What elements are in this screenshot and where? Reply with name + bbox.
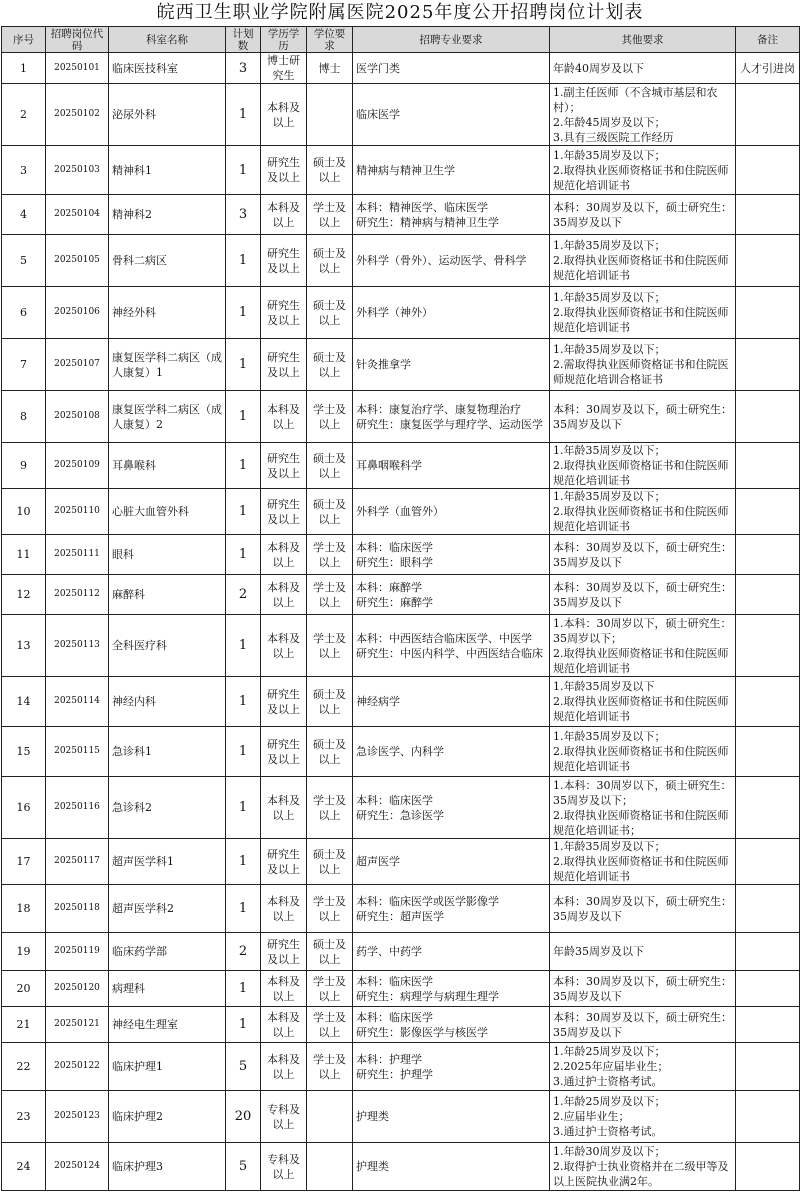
department-name: 精神科1 — [109, 146, 226, 195]
position-code: 20250117 — [46, 839, 109, 885]
other-requirement: 本科：30周岁及以下，硕士研究生：35周岁及以下 — [550, 575, 736, 615]
row-number: 14 — [2, 677, 46, 727]
row-number: 20 — [2, 971, 46, 1007]
table-row — [2, 53, 800, 84]
major-requirement: 护理类 — [353, 1143, 550, 1191]
major-requirement: 本科：临床医学或医学影像学 研究生：超声医学 — [353, 885, 550, 933]
position-code: 20250104 — [46, 195, 109, 235]
education-requirement: 本科及以上 — [261, 777, 307, 839]
header-note: 备注 — [736, 27, 800, 53]
position-code: 20250113 — [46, 615, 109, 677]
table-row — [2, 727, 800, 777]
education-requirement: 本科及以上 — [261, 1043, 307, 1091]
other-requirement: 1.年龄35周岁及以下； 2.需取得执业医师资格证书和住院医师规范化培训合格证书 — [550, 339, 736, 391]
header-count: 计划数 — [226, 27, 261, 53]
position-code: 20250101 — [46, 53, 109, 84]
degree-requirement: 硕士及以上 — [307, 146, 353, 195]
plan-count: 1 — [226, 391, 261, 443]
other-requirement: 本科：30周岁及以下，硕士研究生：35周岁及以下 — [550, 971, 736, 1007]
plan-count: 1 — [226, 839, 261, 885]
row-number: 9 — [2, 443, 46, 489]
position-code: 20250111 — [46, 535, 109, 575]
other-requirement: 本科：30周岁及以下，硕士研究生：35周岁及以下 — [550, 1007, 736, 1043]
other-requirement: 1.年龄35周岁及以下； 2.取得执业医师资格证书和住院医师规范化培训证书 — [550, 287, 736, 339]
table-row — [2, 615, 800, 677]
position-code: 20250120 — [46, 971, 109, 1007]
plan-count: 5 — [226, 1043, 261, 1091]
row-number: 4 — [2, 195, 46, 235]
position-code: 20250115 — [46, 727, 109, 777]
other-requirement: 本科：30周岁及以下，硕士研究生：35周岁及以下 — [550, 535, 736, 575]
table-row — [2, 235, 800, 287]
education-requirement: 本科及以上 — [261, 971, 307, 1007]
department-name: 康复医学科二病区（成人康复）2 — [109, 391, 226, 443]
remark — [736, 727, 800, 777]
remark — [736, 1007, 800, 1043]
education-requirement: 研究生及以上 — [261, 146, 307, 195]
position-code: 20250116 — [46, 777, 109, 839]
other-requirement: 1.年龄35周岁及以下； 2.取得执业医师资格证书和住院医师规范化培训证书 — [550, 489, 736, 535]
department-name: 急诊科1 — [109, 727, 226, 777]
plan-count: 1 — [226, 727, 261, 777]
table-row — [2, 971, 800, 1007]
remark — [736, 885, 800, 933]
remark — [736, 195, 800, 235]
education-requirement: 专科及以上 — [261, 1091, 307, 1143]
header-row — [2, 27, 800, 53]
other-requirement: 年龄35周岁及以下 — [550, 933, 736, 971]
row-number: 10 — [2, 489, 46, 535]
education-requirement: 研究生及以上 — [261, 443, 307, 489]
department-name: 全科医疗科 — [109, 615, 226, 677]
header-code: 招聘岗位代码 — [46, 27, 109, 53]
degree-requirement: 学士及以上 — [307, 195, 353, 235]
remark — [736, 933, 800, 971]
position-code: 20250102 — [46, 84, 109, 146]
remark — [736, 235, 800, 287]
position-code: 20250124 — [46, 1143, 109, 1191]
major-requirement: 药学、中药学 — [353, 933, 550, 971]
education-requirement: 研究生及以上 — [261, 339, 307, 391]
department-name: 神经电生理室 — [109, 1007, 226, 1043]
table-row — [2, 1043, 800, 1091]
row-number: 23 — [2, 1091, 46, 1143]
row-number: 24 — [2, 1143, 46, 1191]
major-requirement: 急诊医学、内科学 — [353, 727, 550, 777]
other-requirement: 1.年龄35周岁及以下 2.取得执业医师资格证书和住院医师规范化培训证书 — [550, 677, 736, 727]
position-code: 20250118 — [46, 885, 109, 933]
remark — [736, 615, 800, 677]
major-requirement: 本科：麻醉学 研究生：麻醉学 — [353, 575, 550, 615]
other-requirement: 1.年龄35周岁及以下； 2.取得执业医师资格证书和住院医师规范化培训证书 — [550, 235, 736, 287]
major-requirement: 医学门类 — [353, 53, 550, 84]
remark — [736, 391, 800, 443]
position-code: 20250105 — [46, 235, 109, 287]
table-row — [2, 677, 800, 727]
plan-count: 1 — [226, 971, 261, 1007]
major-requirement: 耳鼻咽喉科学 — [353, 443, 550, 489]
remark — [736, 575, 800, 615]
plan-count: 1 — [226, 287, 261, 339]
other-requirement: 本科：30周岁及以下，硕士研究生：35周岁及以下 — [550, 885, 736, 933]
other-requirement: 1.年龄35周岁及以下； 2.取得执业医师资格证书和住院医师规范化培训证书 — [550, 727, 736, 777]
major-requirement: 针灸推拿学 — [353, 339, 550, 391]
row-number: 21 — [2, 1007, 46, 1043]
table-row — [2, 575, 800, 615]
table-row — [2, 1143, 800, 1191]
other-requirement: 1.年龄35周岁及以下； 2.取得执业医师资格证书和住院医师规范化培训证书 — [550, 839, 736, 885]
department-name: 临床护理2 — [109, 1091, 226, 1143]
other-requirement: 本科：30周岁及以下，硕士研究生：35周岁及以下 — [550, 195, 736, 235]
row-number: 2 — [2, 84, 46, 146]
education-requirement: 研究生及以上 — [261, 287, 307, 339]
position-code: 20250121 — [46, 1007, 109, 1043]
position-code: 20250112 — [46, 575, 109, 615]
table-row — [2, 443, 800, 489]
major-requirement: 本科：护理学 研究生：护理学 — [353, 1043, 550, 1091]
recruitment-table — [1, 26, 800, 1191]
major-requirement: 本科：精神医学、临床医学 研究生：精神病与精神卫生学 — [353, 195, 550, 235]
header-degree: 学位要求 — [307, 27, 353, 53]
education-requirement: 本科及以上 — [261, 1007, 307, 1043]
education-requirement: 研究生及以上 — [261, 489, 307, 535]
other-requirement: 本科：30周岁及以下，硕士研究生：35周岁及以下 — [550, 391, 736, 443]
remark — [736, 1043, 800, 1091]
plan-count: 5 — [226, 1143, 261, 1191]
major-requirement: 本科：康复治疗学、康复物理治疗 研究生：康复医学与理疗学、运动医学 — [353, 391, 550, 443]
position-code: 20250119 — [46, 933, 109, 971]
plan-count: 1 — [226, 535, 261, 575]
other-requirement: 1.副主任医师（不含城市基层和农村）； 2.年龄45周岁及以下； 3.具有三级医院工作经历 — [550, 84, 736, 146]
header-major: 招聘专业要求 — [353, 27, 550, 53]
remark — [736, 839, 800, 885]
major-requirement: 本科：临床医学 研究生：眼科学 — [353, 535, 550, 575]
degree-requirement: 学士及以上 — [307, 535, 353, 575]
education-requirement: 研究生及以上 — [261, 727, 307, 777]
degree-requirement: 学士及以上 — [307, 777, 353, 839]
department-name: 急诊科2 — [109, 777, 226, 839]
table-row — [2, 933, 800, 971]
department-name: 心脏大血管外科 — [109, 489, 226, 535]
other-requirement: 1.年龄25周岁及以下； 2.应届毕业生； 3.通过护士资格考试。 — [550, 1091, 736, 1143]
education-requirement: 研究生及以上 — [261, 839, 307, 885]
table-row — [2, 287, 800, 339]
position-code: 20250103 — [46, 146, 109, 195]
row-number: 5 — [2, 235, 46, 287]
plan-count: 1 — [226, 146, 261, 195]
row-number: 8 — [2, 391, 46, 443]
department-name: 精神科2 — [109, 195, 226, 235]
remark — [736, 677, 800, 727]
degree-requirement: 硕士及以上 — [307, 489, 353, 535]
department-name: 超声医学科1 — [109, 839, 226, 885]
degree-requirement: 学士及以上 — [307, 1007, 353, 1043]
table-row — [2, 885, 800, 933]
table-row — [2, 839, 800, 885]
plan-count: 1 — [226, 777, 261, 839]
table-row — [2, 84, 800, 146]
row-number: 17 — [2, 839, 46, 885]
plan-count: 1 — [226, 885, 261, 933]
row-number: 22 — [2, 1043, 46, 1091]
major-requirement: 本科：临床医学 研究生：急诊医学 — [353, 777, 550, 839]
degree-requirement — [307, 84, 353, 146]
other-requirement: 1.本科：30周岁以下，硕士研究生：35周岁及以下； 2.取得执业医师资格证书和住院医师规范化培训证书； — [550, 777, 736, 839]
education-requirement: 本科及以上 — [261, 195, 307, 235]
department-name: 康复医学科二病区（成人康复）1 — [109, 339, 226, 391]
degree-requirement: 学士及以上 — [307, 885, 353, 933]
degree-requirement: 硕士及以上 — [307, 727, 353, 777]
row-number: 6 — [2, 287, 46, 339]
plan-count: 1 — [226, 615, 261, 677]
degree-requirement: 学士及以上 — [307, 971, 353, 1007]
department-name: 神经外科 — [109, 287, 226, 339]
other-requirement: 1.年龄25周岁及以下； 2.2025年应届毕业生； 3.通过护士资格考试。 — [550, 1043, 736, 1091]
major-requirement: 本科：临床医学 研究生：影像医学与核医学 — [353, 1007, 550, 1043]
table-row — [2, 146, 800, 195]
degree-requirement: 学士及以上 — [307, 615, 353, 677]
position-code: 20250108 — [46, 391, 109, 443]
education-requirement: 研究生及以上 — [261, 677, 307, 727]
position-code: 20250123 — [46, 1091, 109, 1143]
plan-count: 3 — [226, 195, 261, 235]
department-name: 耳鼻喉科 — [109, 443, 226, 489]
remark — [736, 971, 800, 1007]
remark — [736, 84, 800, 146]
position-code: 20250114 — [46, 677, 109, 727]
major-requirement: 神经病学 — [353, 677, 550, 727]
remark — [736, 339, 800, 391]
remark — [736, 287, 800, 339]
education-requirement: 本科及以上 — [261, 575, 307, 615]
department-name: 临床医技科室 — [109, 53, 226, 84]
education-requirement: 本科及以上 — [261, 391, 307, 443]
degree-requirement: 硕士及以上 — [307, 677, 353, 727]
education-requirement: 博士研究生 — [261, 53, 307, 84]
position-code: 20250110 — [46, 489, 109, 535]
major-requirement: 外科学（神外） — [353, 287, 550, 339]
education-requirement: 专科及以上 — [261, 1143, 307, 1191]
header-dept: 科室名称 — [109, 27, 226, 53]
department-name: 临床护理3 — [109, 1143, 226, 1191]
degree-requirement: 硕士及以上 — [307, 235, 353, 287]
plan-count: 1 — [226, 1007, 261, 1043]
remark — [736, 1091, 800, 1143]
remark — [736, 489, 800, 535]
plan-count: 2 — [226, 575, 261, 615]
degree-requirement: 硕士及以上 — [307, 933, 353, 971]
header-no: 序号 — [2, 27, 46, 53]
table-row — [2, 391, 800, 443]
remark: 人才引进岗 — [736, 53, 800, 84]
table-row — [2, 195, 800, 235]
education-requirement: 研究生及以上 — [261, 235, 307, 287]
table-row — [2, 1091, 800, 1143]
degree-requirement: 硕士及以上 — [307, 839, 353, 885]
major-requirement: 精神病与精神卫生学 — [353, 146, 550, 195]
degree-requirement — [307, 1143, 353, 1191]
plan-count: 3 — [226, 53, 261, 84]
table-row — [2, 1007, 800, 1043]
department-name: 麻醉科 — [109, 575, 226, 615]
position-code: 20250109 — [46, 443, 109, 489]
page-title: 皖西卫生职业学院附属医院2025年度公开招聘岗位计划表 — [156, 2, 644, 23]
department-name: 超声医学科2 — [109, 885, 226, 933]
row-number: 16 — [2, 777, 46, 839]
other-requirement: 1.年龄35周岁及以下； 2.取得执业医师资格证书和住院医师规范化培训证书 — [550, 146, 736, 195]
position-code: 20250122 — [46, 1043, 109, 1091]
remark — [736, 443, 800, 489]
degree-requirement: 博士 — [307, 53, 353, 84]
degree-requirement: 硕士及以上 — [307, 443, 353, 489]
row-number: 15 — [2, 727, 46, 777]
header-edu: 学历学历 — [261, 27, 307, 53]
plan-count: 1 — [226, 84, 261, 146]
other-requirement: 年龄40周岁及以下 — [550, 53, 736, 84]
table-row — [2, 489, 800, 535]
remark — [736, 535, 800, 575]
education-requirement: 本科及以上 — [261, 84, 307, 146]
other-requirement: 1.年龄30周岁及以下； 2.取得护士执业资格并在二级甲等及以上医院执业满2年。 — [550, 1143, 736, 1191]
degree-requirement: 硕士及以上 — [307, 287, 353, 339]
department-name: 临床护理1 — [109, 1043, 226, 1091]
department-name: 泌尿外科 — [109, 84, 226, 146]
plan-count: 1 — [226, 677, 261, 727]
row-number: 11 — [2, 535, 46, 575]
remark — [736, 146, 800, 195]
major-requirement: 外科学（血管外） — [353, 489, 550, 535]
education-requirement: 本科及以上 — [261, 615, 307, 677]
row-number: 3 — [2, 146, 46, 195]
row-number: 18 — [2, 885, 46, 933]
table-row — [2, 777, 800, 839]
degree-requirement: 学士及以上 — [307, 1043, 353, 1091]
major-requirement: 护理类 — [353, 1091, 550, 1143]
remark — [736, 777, 800, 839]
department-name: 骨科二病区 — [109, 235, 226, 287]
position-code: 20250106 — [46, 287, 109, 339]
table-row — [2, 535, 800, 575]
row-number: 12 — [2, 575, 46, 615]
degree-requirement: 硕士及以上 — [307, 339, 353, 391]
major-requirement: 超声医学 — [353, 839, 550, 885]
other-requirement: 1.本科：30周岁以下，硕士研究生：35周岁以下； 2.取得执业医师资格证书和住院医师规范化培训证书 — [550, 615, 736, 677]
education-requirement: 研究生及以上 — [261, 933, 307, 971]
other-requirement: 1.年龄35周岁及以下； 2.取得执业医师资格证书和住院医师规范化培训证书 — [550, 443, 736, 489]
plan-count: 1 — [226, 339, 261, 391]
major-requirement: 本科：临床医学 研究生：病理学与病理生理学 — [353, 971, 550, 1007]
remark — [736, 1143, 800, 1191]
table-row — [2, 339, 800, 391]
department-name: 临床药学部 — [109, 933, 226, 971]
department-name: 神经内科 — [109, 677, 226, 727]
degree-requirement — [307, 1091, 353, 1143]
position-code: 20250107 — [46, 339, 109, 391]
department-name: 病理科 — [109, 971, 226, 1007]
major-requirement: 临床医学 — [353, 84, 550, 146]
plan-count: 1 — [226, 235, 261, 287]
department-name: 眼科 — [109, 535, 226, 575]
plan-count: 2 — [226, 933, 261, 971]
plan-count: 1 — [226, 443, 261, 489]
education-requirement: 本科及以上 — [261, 535, 307, 575]
plan-count: 1 — [226, 489, 261, 535]
row-number: 19 — [2, 933, 46, 971]
major-requirement: 外科学（骨外）、运动医学、骨科学 — [353, 235, 550, 287]
row-number: 7 — [2, 339, 46, 391]
major-requirement: 本科：中西医结合临床医学、中医学 研究生：中医内科学、中西医结合临床 — [353, 615, 550, 677]
plan-count: 20 — [226, 1091, 261, 1143]
degree-requirement: 学士及以上 — [307, 391, 353, 443]
row-number: 13 — [2, 615, 46, 677]
degree-requirement: 学士及以上 — [307, 575, 353, 615]
header-other: 其他要求 — [550, 27, 736, 53]
education-requirement: 本科及以上 — [261, 885, 307, 933]
row-number: 1 — [2, 53, 46, 84]
